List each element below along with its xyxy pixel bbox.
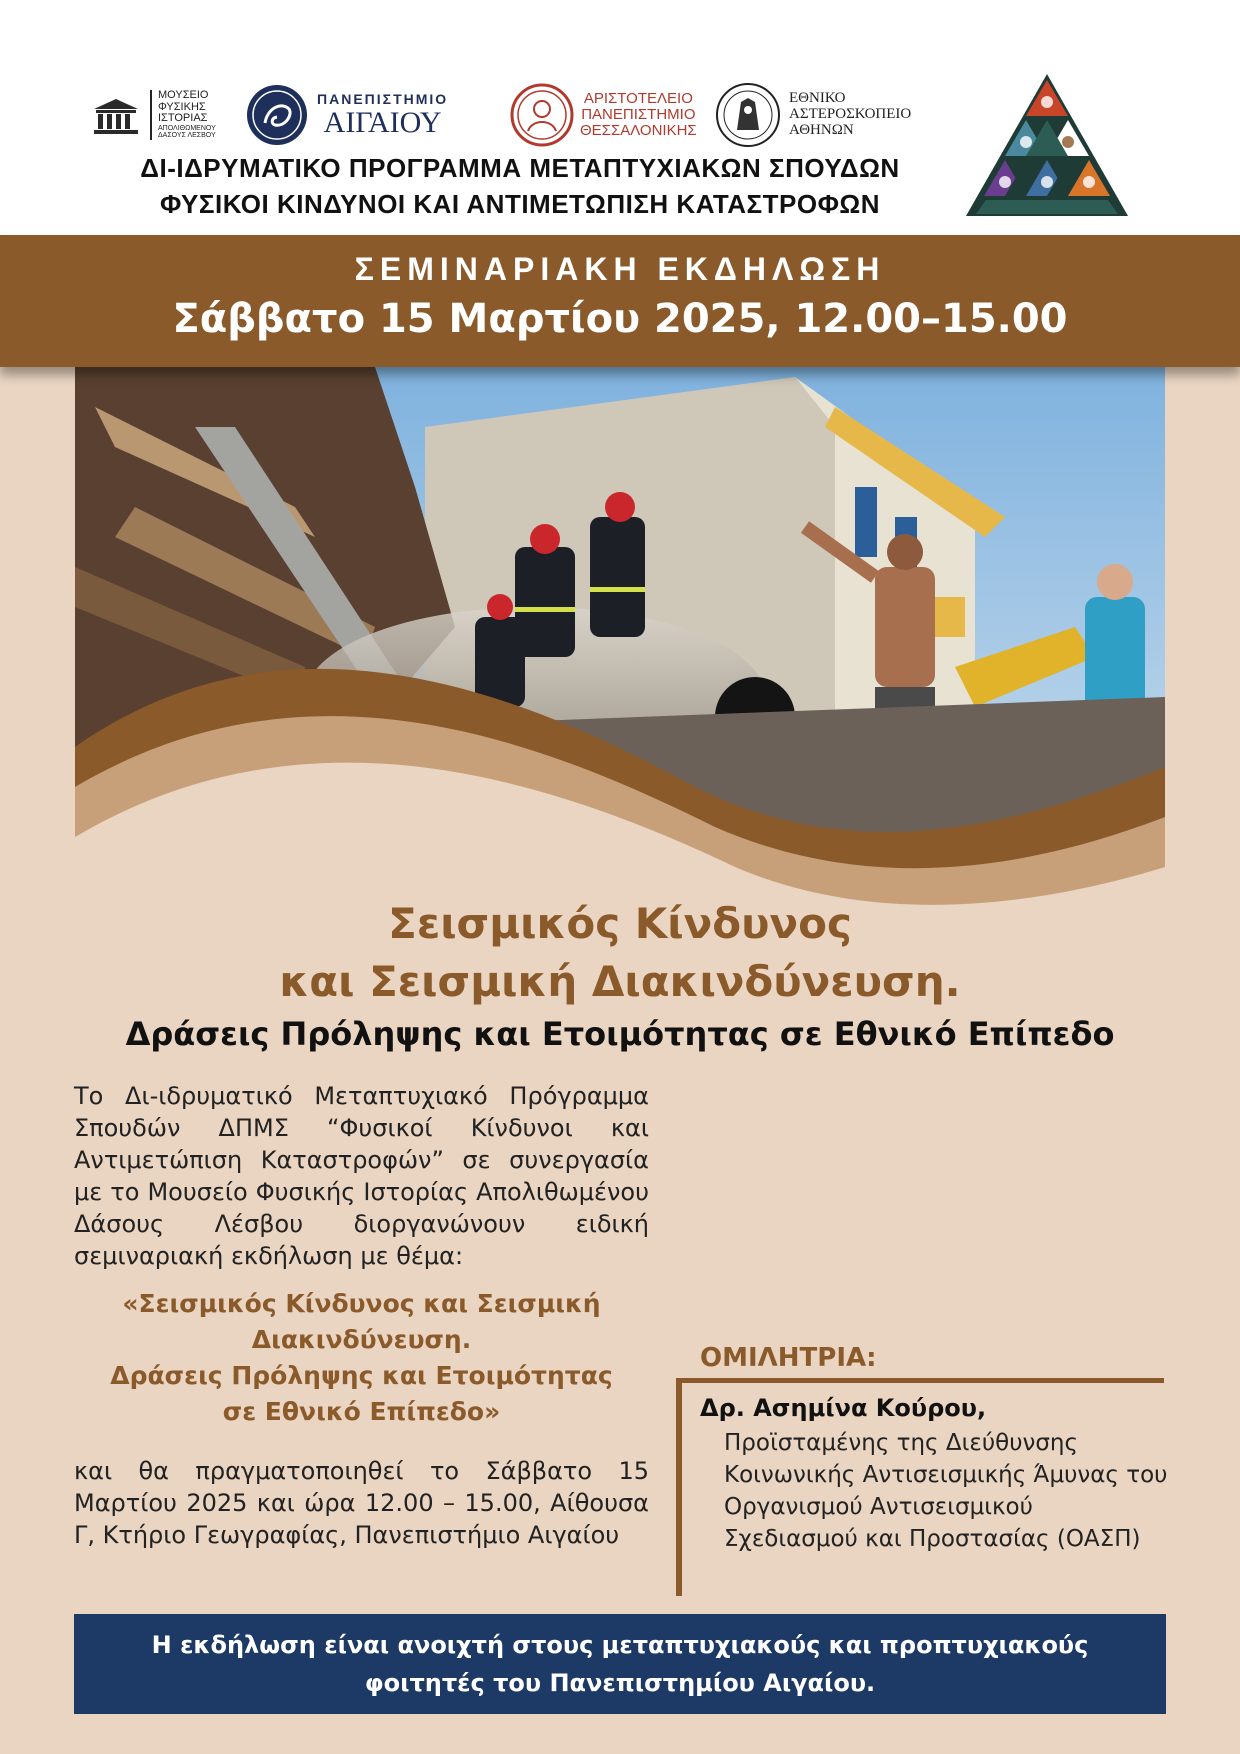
noa-logo [715,70,911,160]
topic-quote-line: Διακινδύνευση. [251,1325,472,1354]
noa-seal-icon [715,82,781,148]
museum-logo-line: ΙΣΤΟΡΙΑΣ [158,112,208,125]
logos-row [90,70,950,160]
museum-logo [90,70,216,160]
aegean-logo-text [317,92,448,138]
speaker-divider-vertical [676,1378,682,1596]
speaker-name: Δρ. Ασημίνα Κούρου, [700,1394,987,1422]
details-paragraph: και θα πραγματοποιηθεί το Σάββατο 15 Μαρτίου 2025 και ώρα 12.00 – 15.00, Αίθουσα Γ, Κτήριο Γεωγραφίας, Πανεπιστήμιο Αιγαίου [74,1457,649,1549]
footer-notice [74,1614,1166,1714]
topic-quote-line: «Σεισμικός Κίνδυνος και Σεισμική [122,1289,601,1318]
aegean-university-logo [245,70,448,160]
speaker-label: ΟΜΙΛΗΤΡΙΑ: [700,1343,877,1373]
auth-logo-line: ΑΡΙΣΤΟΤΕΛΕΙΟ [583,90,693,108]
noa-logo-line: ΑΣΤΕΡΟΣΚΟΠΕΙΟ [789,106,912,123]
program-title-line1: ΔΙ-ΙΔΡΥΜΑΤΙΚΟ ΠΡΟΓΡΑΜΜΑ ΜΕΤΑΠΤΥΧΙΑΚΩΝ ΣΠΟΥΔΩΝ [140,153,900,183]
event-subtitle: Δράσεις Πρόληψης και Ετοιμότητας σε Εθνικό Επίπεδο [125,1015,1115,1053]
museum-logo-text [150,90,216,139]
auth-logo [510,70,697,160]
speaker-divider [676,1378,1164,1383]
speaker-role: Προϊσταμένης της Διεύθυνσης Κοινωνικής Αντισεισμικής Άμυνας του Οργανισμού Αντισεισμικού Σχεδιασμού και Προστασίας (ΟΑΣΠ) [724,1430,1168,1552]
aegean-seal-icon [245,83,309,147]
event-title-line1: Σεισμικός Κίνδυνος [388,899,852,948]
event-type: ΣΕΜΙΝΑΡΙΑΚΗ ΕΚΔΗΛΩΣΗ [354,251,886,287]
museum-logo-line: ΔΑΣΟΥΣ ΛΕΣΒΟΥ [158,132,216,140]
event-title [0,895,1240,1011]
event-banner [0,235,1240,367]
intro-paragraph: Το Δι-ιδρυματικό Μεταπτυχιακό Πρόγραμμα Σπουδών ΔΠΜΣ “Φυσικοί Κίνδυνοι και Αντιμετώπιση Καταστροφών” σε συνεργασία με το Μουσείο Φυσικής Ιστορίας Απολιθωμένου Δάσους Λέσβου διοργανώνουν ειδική σεμιναριακή εκδήλωση με θέμα: [74,1082,649,1270]
aegean-logo-line1: ΠΑΝΕΠΙΣΤΗΜΙΟ [317,90,449,107]
footer-line2: φοιτητές του Πανεπιστημίου Αιγαίου. [364,1669,876,1697]
hazards-triangle-logo [962,70,1132,220]
museum-logo-line: ΦΥΣΙΚΗΣ [158,100,206,113]
footer-line1: Η εκδήλωση είναι ανοιχτή στους μεταπτυχιακούς και προπτυχιακούς [151,1631,1089,1659]
noa-logo-text [789,91,911,138]
noa-logo-line: ΕΘΝΙΚΟ [789,90,846,107]
auth-seal-icon [510,83,574,147]
auth-logo-line: ΠΑΝΕΠΙΣΤΗΜΙΟ [581,106,696,124]
topic-quote [74,1286,649,1430]
auth-logo-text [580,91,697,138]
museum-logo-line: ΑΠΟΛΙΘΩΜΕΝΟΥ [158,124,216,132]
topic-quote-line: Δράσεις Πρόληψης και Ετοιμότητας [110,1361,613,1390]
program-title [90,150,950,222]
earthquake-rescue-photo [75,367,1165,907]
museum-logo-line: ΜΟΥΣΕΙΟ [158,89,209,102]
aegean-logo-line2: ΑΙΓΑΙΟΥ [323,105,442,139]
noa-logo-line: ΑΘΗΝΩΝ [789,121,854,138]
museum-building-icon [90,95,142,135]
event-title-line2: και Σεισμική Διακινδύνευση. [279,957,961,1006]
auth-logo-line: ΘΕΣΣΑΛΟΝΙΚΗΣ [580,121,697,139]
program-title-line2: ΦΥΣΙΚΟΙ ΚΙΝΔΥΝΟΙ ΚΑΙ ΑΝΤΙΜΕΤΩΠΙΣΗ ΚΑΤΑΣΤΡΟΦΩΝ [159,189,881,219]
event-date-time: Σάββατο 15 Μαρτίου 2025, 12.00–15.00 [172,296,1068,342]
topic-quote-line: σε Εθνικό Επίπεδο» [222,1397,501,1426]
